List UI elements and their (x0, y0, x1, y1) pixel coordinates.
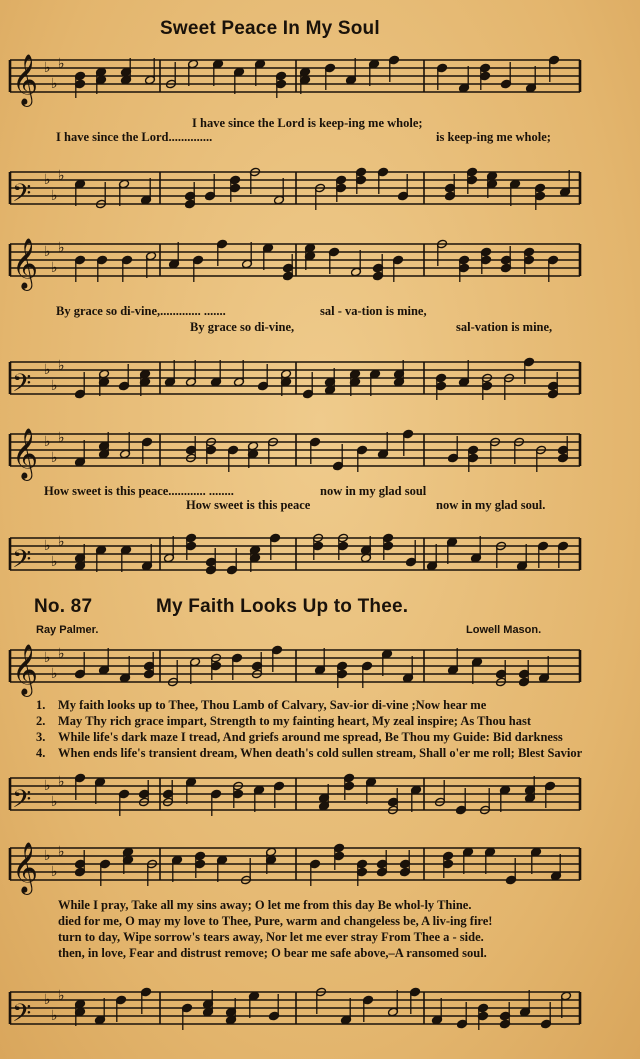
lyric-line: now in my glad soul. (436, 498, 546, 512)
music-staff (0, 52, 640, 108)
song-title: Sweet Peace In My Soul (160, 18, 380, 39)
verse-text: May Thy rich grace impart, Strength to my fainting heart, My zeal inspire; As Thou hast (58, 714, 532, 728)
svg-text:𝄢: 𝄢 (12, 369, 32, 404)
svg-text:𝄢: 𝄢 (12, 999, 32, 1034)
song-number: No. 87 (34, 596, 93, 617)
svg-text:𝄞: 𝄞 (12, 644, 39, 695)
music-staff (0, 984, 640, 1040)
lyric-line: By grace so di-vine,............. ....... (56, 304, 226, 318)
svg-text:♭: ♭ (58, 168, 65, 184)
lyric-line: is keep-ing me whole; (436, 130, 551, 144)
svg-text:♭: ♭ (51, 794, 58, 810)
svg-text:♭: ♭ (58, 646, 65, 662)
svg-text:♭: ♭ (44, 778, 51, 794)
verse-line: turn to day, Wipe sorrow's tears away, Nor let me ever stray From Thee a - side. (58, 930, 484, 944)
svg-text:♭: ♭ (58, 240, 65, 256)
music-staff (0, 840, 640, 896)
svg-text:♭: ♭ (51, 76, 58, 92)
svg-text:♭: ♭ (58, 844, 65, 860)
lyric-line: I have since the Lord is keep-ing me whole; (192, 116, 423, 130)
svg-text:♭: ♭ (58, 358, 65, 374)
svg-text:♭: ♭ (58, 430, 65, 446)
verse-line: died for me, O may my love to Thee, Pure, warm and changeless be, A liv-ing fire! (58, 914, 493, 928)
svg-text:♭: ♭ (44, 172, 51, 188)
svg-text:♭: ♭ (58, 56, 65, 72)
svg-text:♭: ♭ (58, 534, 65, 550)
svg-text:♭: ♭ (44, 848, 51, 864)
svg-text:♭: ♭ (58, 988, 65, 1004)
music-staff (0, 164, 640, 220)
svg-text:♭: ♭ (58, 774, 65, 790)
verse-number: 3. (36, 730, 46, 744)
verse-text: When ends life's transient dream, When death's cold sullen stream, Shall o'er me roll; Blest Savior (58, 746, 583, 760)
svg-text:𝄢: 𝄢 (12, 179, 32, 214)
svg-text:𝄢: 𝄢 (12, 785, 32, 820)
music-staff (0, 426, 640, 482)
svg-text:𝄞: 𝄞 (12, 428, 39, 479)
verse-line (36, 698, 486, 713)
svg-text:♭: ♭ (51, 378, 58, 394)
music-staff (0, 770, 640, 826)
svg-text:♭: ♭ (44, 362, 51, 378)
lyric-line: I have since the Lord.............. (56, 130, 213, 144)
svg-text:𝄢: 𝄢 (12, 545, 32, 580)
svg-text:♭: ♭ (51, 260, 58, 276)
svg-text:♭: ♭ (51, 450, 58, 466)
music-staff (0, 236, 640, 292)
svg-text:𝄞: 𝄞 (12, 842, 39, 893)
verse-line (36, 730, 563, 745)
verse-number: 2. (36, 714, 46, 728)
lyric-line: How sweet is this peace (186, 498, 311, 512)
author-credit: Ray Palmer. (36, 624, 99, 636)
svg-text:♭: ♭ (51, 554, 58, 570)
svg-text:𝄞: 𝄞 (12, 238, 39, 289)
music-staff (0, 642, 640, 698)
svg-text:♭: ♭ (44, 992, 51, 1008)
verse-line (36, 746, 582, 761)
verse-text: My faith looks up to Thee, Thou Lamb of Calvary, Sav-ior di-vine ;Now hear me (58, 698, 487, 712)
verse-line: then, in love, Fear and distrust remove; O bear me safe above,–A ransomed soul. (58, 946, 487, 960)
svg-text:♭: ♭ (51, 188, 58, 204)
verse-number: 4. (36, 746, 46, 760)
svg-text:♭: ♭ (51, 1008, 58, 1024)
music-staff (0, 530, 640, 586)
music-staff (0, 354, 640, 410)
svg-text:♭: ♭ (44, 538, 51, 554)
lyric-line: How sweet is this peace............ ........ (44, 484, 234, 498)
svg-text:♭: ♭ (44, 244, 51, 260)
lyric-line: sal - va-tion is mine, (320, 304, 427, 318)
verse-line (36, 714, 531, 729)
svg-text:♭: ♭ (51, 666, 58, 682)
svg-text:♭: ♭ (44, 60, 51, 76)
verse-line: While I pray, Take all my sins away; O let me from this day Be whol-ly Thine. (58, 898, 472, 912)
svg-text:𝄞: 𝄞 (12, 54, 39, 105)
lyric-line: sal-vation is mine, (456, 320, 553, 334)
lyric-line: now in my glad soul (320, 484, 427, 498)
svg-text:♭: ♭ (44, 434, 51, 450)
lyric-line: By grace so di-vine, (190, 320, 295, 334)
svg-text:♭: ♭ (51, 864, 58, 880)
verse-text: While life's dark maze I tread, And griefs around me spread, Be Thou my Guide: Bid darkness (58, 730, 563, 744)
verse-number: 1. (36, 698, 46, 712)
svg-text:♭: ♭ (44, 650, 51, 666)
composer-credit: Lowell Mason. (466, 624, 542, 636)
song-title: My Faith Looks Up to Thee. (156, 596, 409, 617)
